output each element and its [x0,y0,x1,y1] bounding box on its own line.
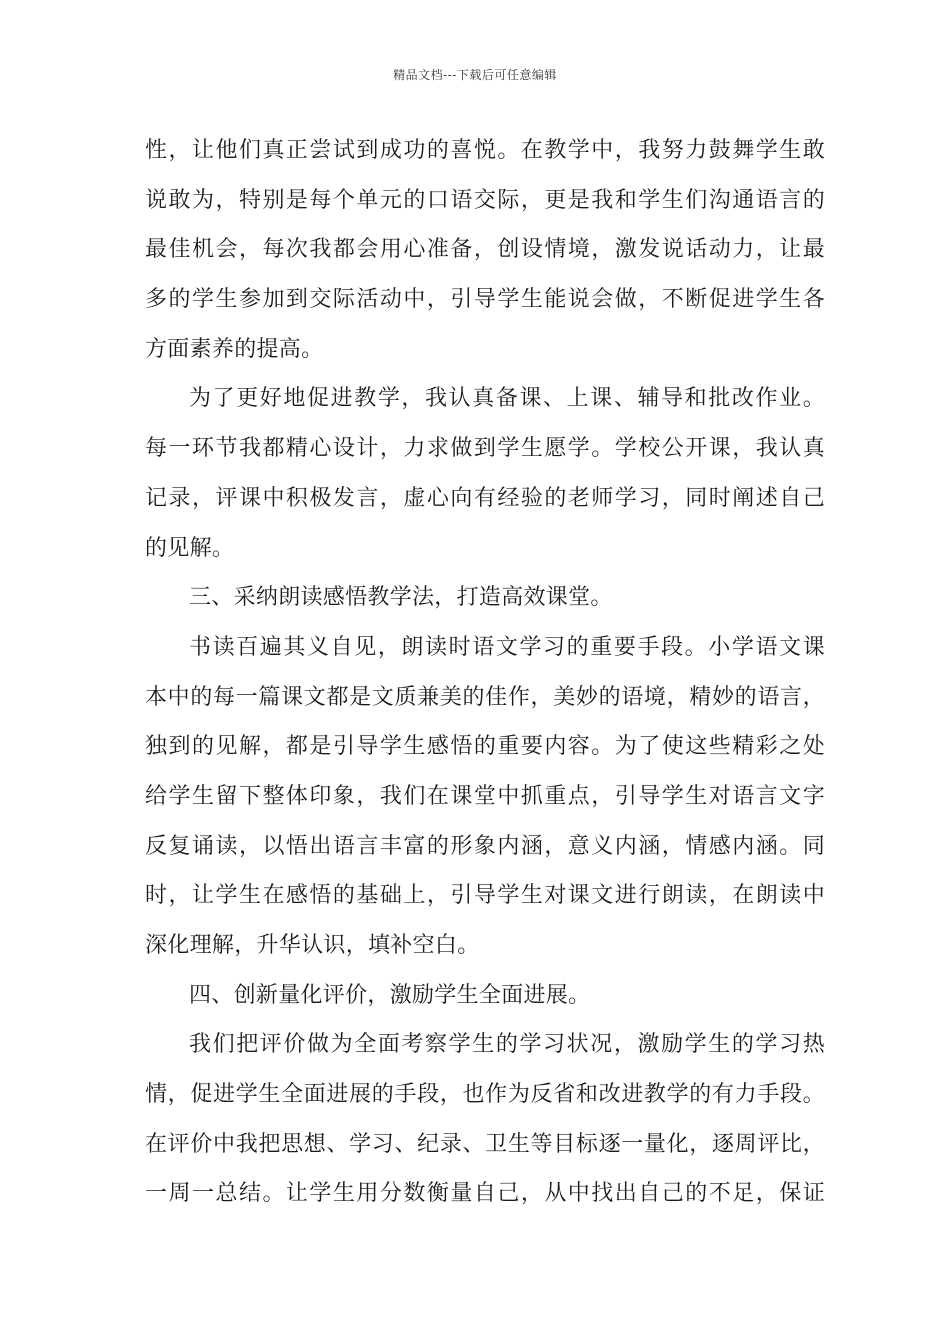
text-line: 最佳机会，每次我都会用心准备，创设情境，激发说话动力，让最 [145,237,825,263]
text-line: 为了更好地促进教学，我认真备课、上课、辅导和批改作业。 [189,386,825,412]
text-line: 独到的见解，都是引导学生感悟的重要内容。为了使这些精彩之处 [145,734,825,760]
text-line: 多的学生参加到交际活动中，引导学生能说会做，不断促进学生各 [145,287,825,313]
text-line: 性，让他们真正尝试到成功的喜悦。在教学中，我努力鼓舞学生敢 [145,138,825,163]
text-line: 反复诵读，以悟出语言丰富的形象内涵，意义内涵，情感内涵。同 [145,833,825,859]
text-line: 记录，评课中积极发言，虚心向有经验的老师学习，同时阐述自己 [145,485,825,511]
text-line: 书读百遍其义自见，朗读时语文学习的重要手段。小学语文课 [189,634,825,660]
text-line: 我们把评价做为全面考察学生的学习状况，激励学生的学习热 [189,1032,825,1058]
text-line: 一周一总结。让学生用分数衡量自己，从中找出自己的不足，保证 [145,1181,825,1207]
text-line: 本中的每一篇课文都是文质兼美的佳作，美妙的语境，精妙的语言， [145,684,825,710]
page-header: 精品文档---下载后可任意编辑 [393,68,557,82]
text-line: 方面素养的提高。 [145,336,324,362]
text-line: 三、采纳朗读感悟教学法，打造高效课堂。 [189,585,613,611]
text-line: 情，促进学生全面进展的手段，也作为反省和改进教学的有力手段。 [145,1082,825,1108]
text-line: 四、创新量化评价，激励学生全面进展。 [189,982,591,1008]
text-line: 给学生留下整体印象，我们在课堂中抓重点，引导学生对语言文字 [145,783,825,809]
body-text [145,126,825,1219]
text-line: 的见解。 [145,535,235,561]
text-line: 时，让学生在感悟的基础上，引导学生对课文进行朗读，在朗读中 [145,883,825,909]
text-line: 说敢为，特别是每个单元的口语交际，更是我和学生们沟通语言的 [145,187,825,213]
text-line: 每一环节我都精心设计，力求做到学生愿学。学校公开课，我认真 [145,436,825,462]
text-line: 在评价中我把思想、学习、纪录、卫生等目标逐一量化，逐周评比， [145,1131,825,1157]
text-line: 深化理解，升华认识，填补空白。 [145,933,480,958]
